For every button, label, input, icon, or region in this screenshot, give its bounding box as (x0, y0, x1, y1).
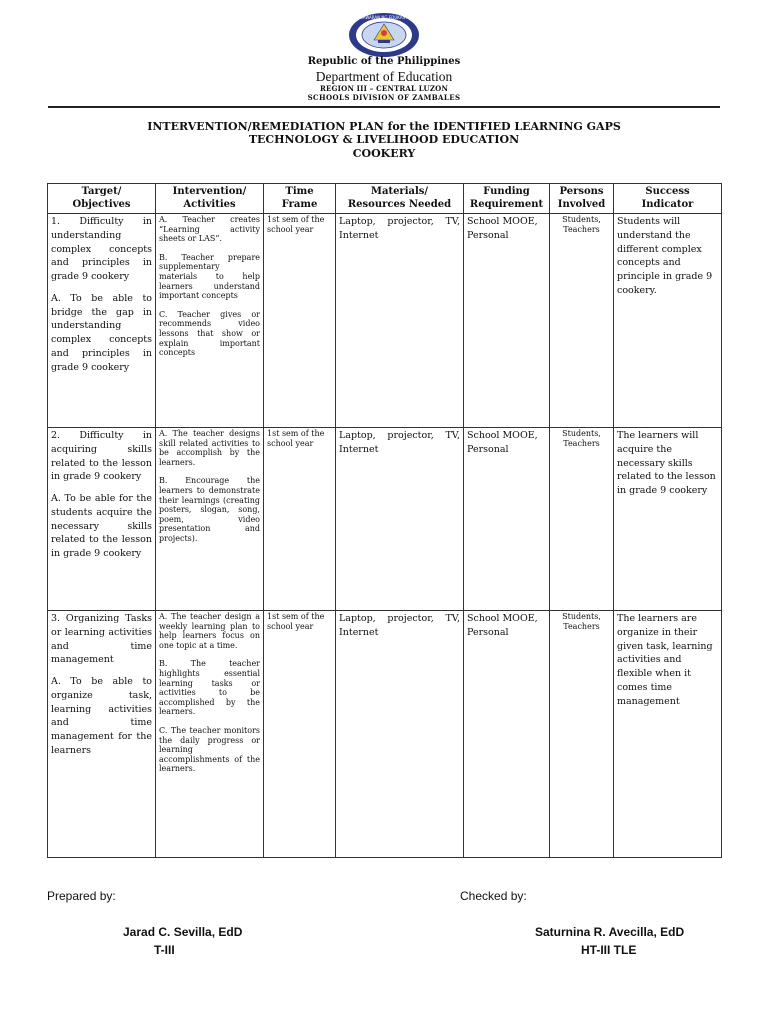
table-header-row (48, 184, 722, 214)
materials-cell: Laptop, projector, TV, Internet (336, 428, 464, 611)
indicator-cell: The learners will acquire the necessary skills related to the lesson in grade 9 cookery (614, 428, 722, 611)
indicator-cell: Students will understand the different complex concepts and principle in grade 9 cookery. (614, 214, 722, 428)
header-materials: Materials/ Resources Needed (336, 184, 464, 214)
checker-name: Saturnina R. Avecilla, EdD (535, 925, 685, 939)
persons-cell: Students, Teachers (550, 611, 614, 858)
header-indicator: Success Indicator (614, 184, 722, 214)
objectives-cell: 3. Organizing Tasks or learning activities and time management A. To be able to organize task, learning activities and time management for the learners (48, 611, 156, 858)
checked-by-label: Checked by: (460, 889, 527, 903)
activities-cell: A. The teacher designs skill related activities to be accomplish by the learners. B. Encourage the learners to demonstrate their learnings (creating posters, slogan, song, poem, video presentation and projects). (156, 428, 264, 611)
funding-cell: School MOOE, Personal (464, 611, 550, 858)
objectives-cell: 1. Difficulty in understanding complex concepts and principles in grade 9 cookery A. To be able to bridge the gap in understanding complex concepts and principles in grade 9 cookery (48, 214, 156, 428)
division-heading: SCHOOLS DIVISION OF ZAMBALES (307, 93, 461, 102)
table-row (48, 214, 722, 428)
time-frame-cell: 1st sem of the school year (264, 611, 336, 858)
materials-cell: Laptop, projector, TV, Internet (336, 214, 464, 428)
intervention-plan-table (47, 183, 722, 858)
checker-position: HT-III TLE (581, 943, 637, 957)
department-heading: Department of Education (315, 69, 453, 84)
persons-cell: Students, Teachers (550, 214, 614, 428)
prepared-by-label: Prepared by: (47, 889, 116, 903)
deped-seal-icon (348, 12, 420, 58)
seal-text: KAGAWARAN NG EDUKASYON (354, 15, 414, 20)
republic-heading: Republic of the Philippines (307, 56, 461, 67)
objectives-cell: 2. Difficulty in acquiring skills related to the lesson in grade 9 cookery A. To be able for the students acquire the necessary skills related to the lesson in grade 9 cookery (48, 428, 156, 611)
indicator-cell: The learners are organize in their given task, learning activities and flexible when it comes time management (614, 611, 722, 858)
time-frame-cell: 1st sem of the school year (264, 428, 336, 611)
preparer-position: T-III (154, 943, 175, 957)
header-objectives: Target/ Objectives (48, 184, 156, 214)
header-divider (48, 106, 720, 108)
specialization-title: COOKERY (352, 147, 416, 160)
funding-cell: School MOOE, Personal (464, 428, 550, 611)
activities-cell: A. Teacher creates “Learning activity sheets or LAS”. B. Teacher prepare supplementary materials to help learners understand important concepts C. Teacher gives or recommends video lessons that show or explain important concepts (156, 214, 264, 428)
preparer-name: Jarad C. Sevilla, EdD (123, 925, 243, 939)
time-frame-cell: 1st sem of the school year (264, 214, 336, 428)
table-row (48, 428, 722, 611)
header-activities: Intervention/ Activities (156, 184, 264, 214)
materials-cell: Laptop, projector, TV, Internet (336, 611, 464, 858)
header-time-frame: Time Frame (264, 184, 336, 214)
header-persons: Persons Involved (550, 184, 614, 214)
subject-title: TECHNOLOGY & LIVELIHOOD EDUCATION (248, 133, 520, 146)
funding-cell: School MOOE, Personal (464, 214, 550, 428)
header-funding: Funding Requirement (464, 184, 550, 214)
table-row (48, 611, 722, 858)
persons-cell: Students, Teachers (550, 428, 614, 611)
region-heading: REGION III – CENTRAL LUZON (319, 84, 449, 93)
plan-title: INTERVENTION/REMEDIATION PLAN for the IDENTIFIED LEARNING GAPS (147, 120, 621, 133)
activities-cell: A. The teacher design a weekly learning plan to help learners focus on one topic at a time. B. The teacher highlights essential learning tasks or activities to be accomplished by the learners. C. The teacher monitors the daily progress or learning accomplishments of the learners. (156, 611, 264, 858)
